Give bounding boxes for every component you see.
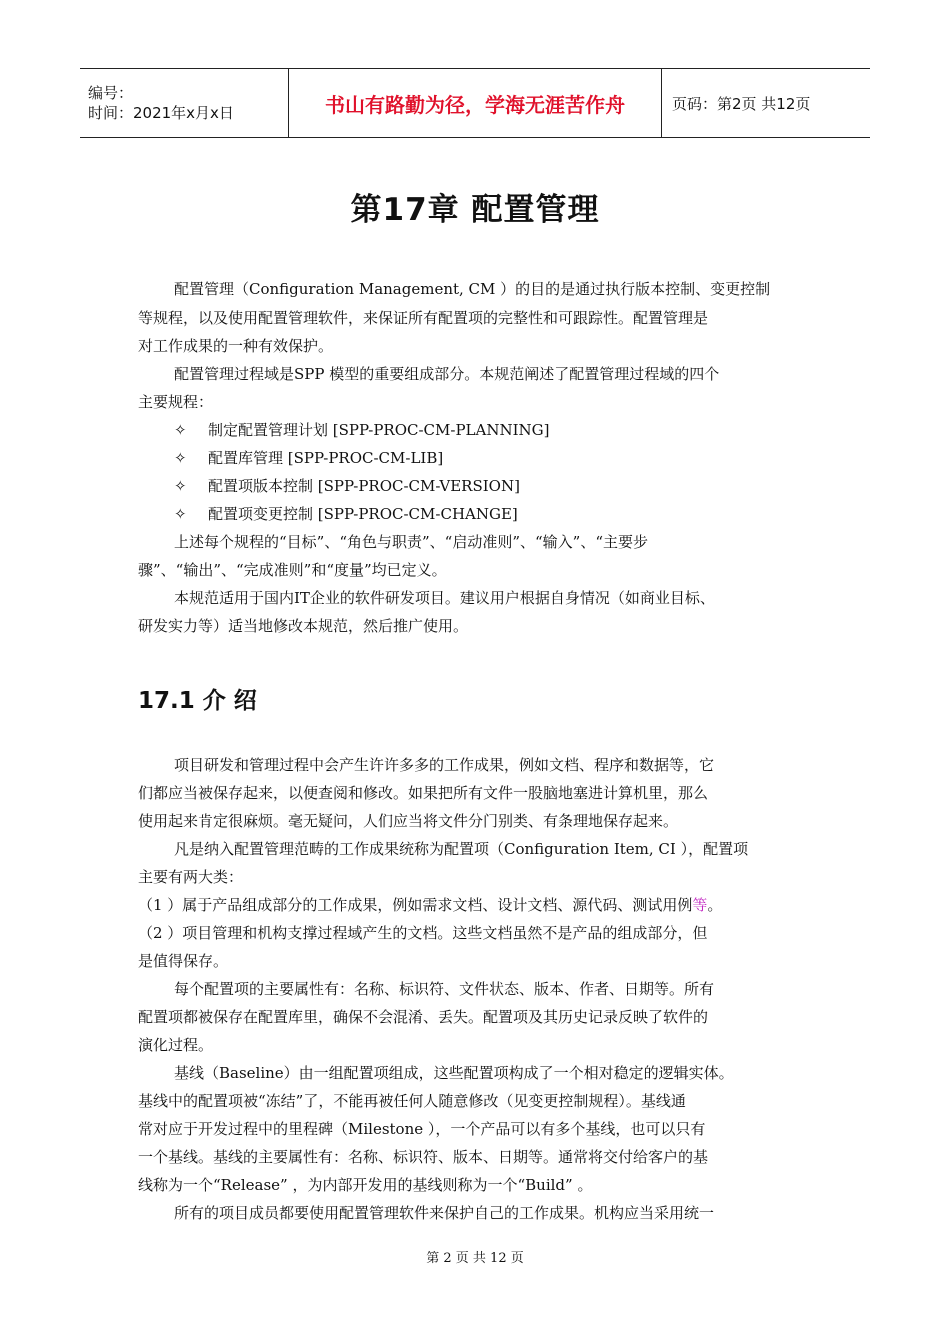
bullet-item [174,504,854,524]
list-item-2-line: （2 ）项目管理和机构支撑过程域产生的文档。这些文档虽然不是产品的组成部分，但 [138,924,708,942]
intro-p2-line: 主要规程： [138,393,214,411]
section-p1-line: 们都应当被保存起来，以便查阅和修改。如果把所有文件一股脑地塞进计算机里，那么 [138,784,709,802]
header-table [80,68,870,138]
intro-p4-line: 研发实力等）适当地修改本规范，然后推广使用。 [138,617,469,635]
section-p4-line: 基线（Baseline）由一组配置项组成，这些配置项构成了一个相对稳定的逻辑实体。 [174,1064,734,1082]
section-heading: 17.1 介 绍 [138,688,257,714]
bullet-item [174,448,854,468]
intro-p3-line: 上述每个规程的“目标”、“角色与职责”、“启动准则”、“输入”、“主要步 [174,533,649,551]
bullet-item [174,476,854,496]
section-p1-line: 使用起来肯定很麻烦。毫无疑问，人们应当将文件分门别类、有条理地保存起来。 [138,812,679,830]
bullet-text: 制定配置管理计划 [SPP-PROC-CM-PLANNING] [208,421,550,439]
diamond-bullet-icon: ✧ [174,449,187,467]
section-p3-line: 每个配置项的主要属性有：名称、标识符、文件状态、版本、作者、日期等。所有 [174,980,715,998]
section-p3-line: 配置项都被保存在配置库里，确保不会混淆、丢失。配置项及其历史记录反映了软件的 [138,1008,709,1026]
intro-p1-line: 等规程，以及使用配置管理软件，来保证所有配置项的完整性和可跟踪性。配置管理是 [138,309,709,327]
intro-p1-line: 配置管理（Configuration Management, CM ）的目的是通过执行版本控制、变更控制 [174,280,771,298]
diamond-bullet-icon: ✧ [174,421,187,439]
intro-p2-line: 配置管理过程域是SPP 模型的重要组成部分。本规范阐述了配置管理过程域的四个 [174,365,720,383]
section-p4-line: 常对应于开发过程中的里程碑（Milestone ），一个产品可以有多个基线，也可以只有 [138,1120,706,1138]
page-footer: 第 2 页 共 12 页 [426,1251,524,1266]
diamond-bullet-icon: ✧ [174,505,187,523]
header-left-cell [80,69,289,137]
chapter-title: 第17章 配置管理 [350,192,600,228]
diamond-bullet-icon: ✧ [174,477,187,495]
intro-p3-line: 骤”、“输出”、“完成准则”和“度量”均已定义。 [138,561,447,579]
motto: 书山有路勤为径，学海无涯苦作舟 [289,69,662,137]
list-item-1: （1 ）属于产品组成部分的工作成果，例如需求文档、设计文档、源代码、测试用例等。 [138,896,723,914]
bullet-text: 配置项版本控制 [SPP-PROC-CM-VERSION] [208,477,520,495]
date-label: 时间：2021年x月x日 [88,104,234,122]
number-label: 编号： [88,84,134,102]
section-p2-line: 主要有两大类： [138,868,244,886]
intro-p1-line: 对工作成果的一种有效保护。 [138,337,334,355]
section-p5-line: 所有的项目成员都要使用配置管理软件来保护自己的工作成果。机构应当采用统一 [174,1204,715,1222]
section-p4-line: 一个基线。基线的主要属性有：名称、标识符、版本、日期等。通常将交付给客户的基 [138,1148,709,1166]
bullet-text: 配置项变更控制 [SPP-PROC-CM-CHANGE] [208,505,518,523]
section-p4-line: 线称为一个“Release” ，为内部开发用的基线则称为一个“Build” 。 [138,1176,593,1194]
list-item-2-line: 是值得保存。 [138,952,229,970]
section-p1-line: 项目研发和管理过程中会产生许许多多的工作成果，例如文档、程序和数据等，它 [174,756,715,774]
section-p2-line: 凡是纳入配置管理范畴的工作成果统称为配置项（Configuration Item, CI ），配置项 [174,840,749,858]
bullet-item [174,420,854,440]
intro-p4-line: 本规范适用于国内IT企业的软件研发项目。建议用户根据自身情况（如商业目标、 [174,589,715,607]
section-p3-line: 演化过程。 [138,1036,214,1054]
section-p4-line: 基线中的配置项被“冻结”了，不能再被任何人随意修改（见变更控制规程）。基线通 [138,1092,686,1110]
page-info: 页码：第2页 共12页 [672,94,811,113]
highlighted-text: 等 [692,896,708,914]
bullet-text: 配置库管理 [SPP-PROC-CM-LIB] [208,449,444,467]
